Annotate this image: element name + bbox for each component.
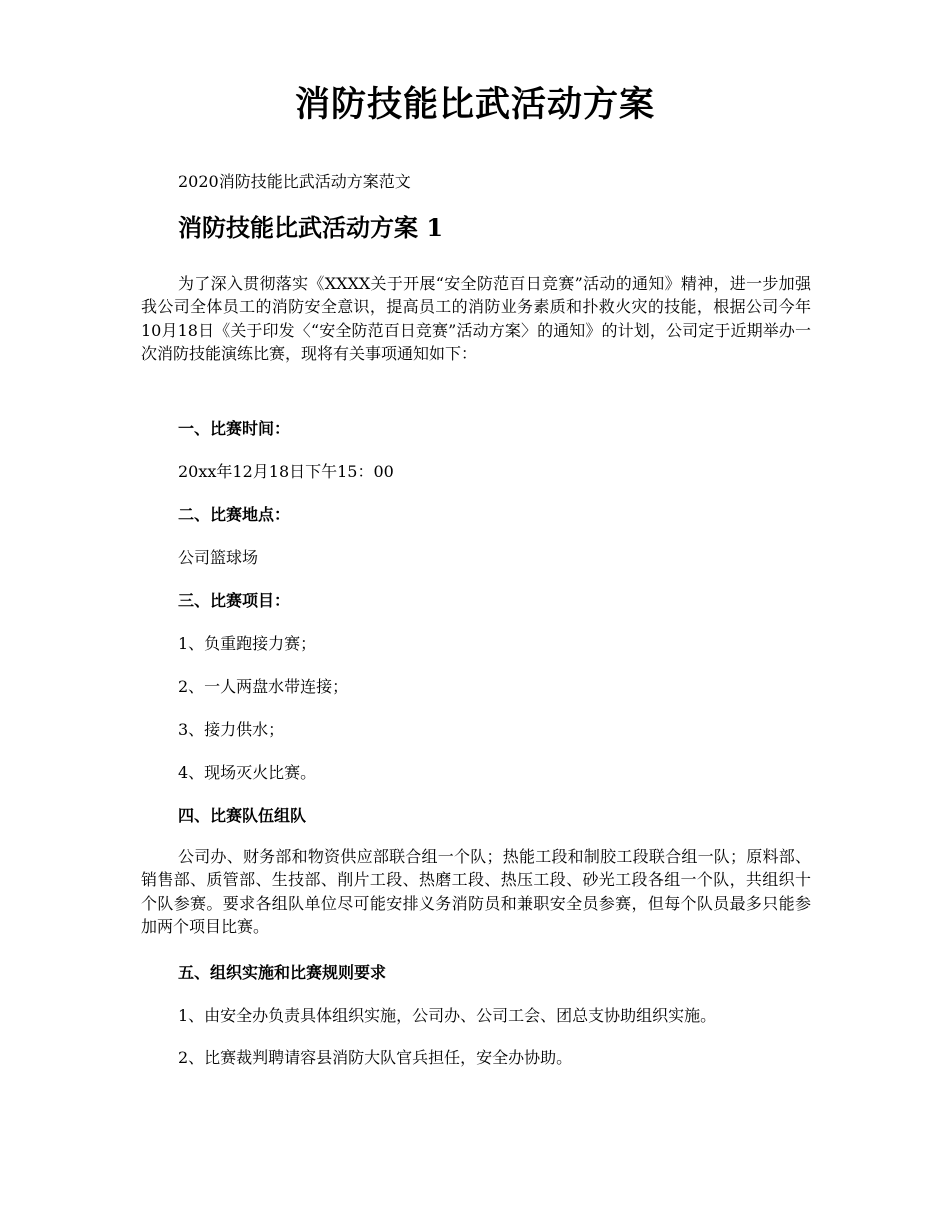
intro-paragraph: 为了深入贯彻落实《XXXX关于开展“安全防范百日竞赛”活动的通知》精神，进一步加强我公司全体员工的消防安全意识，提高员工的消防业务素质和扑救火灾的技能，根据公司今年10月18日《关于印发〈“安全防范百日竞赛”活动方案〉的通知》的计划，公司定于近期举办一次消防技能演练比赛，现将有关事项通知如下： bbox=[141, 274, 811, 363]
competition-time: 20xx年12月18日下午15：00 bbox=[178, 462, 394, 481]
list-item: 1、负重跑接力赛； bbox=[178, 634, 317, 653]
rule-item: 1、由安全办负责具体组织实施，公司办、公司工会、团总支协助组织实施。 bbox=[178, 1006, 717, 1025]
heading-place: 二、比赛地点： bbox=[178, 505, 291, 524]
list-item: 2、一人两盘水带连接； bbox=[178, 677, 349, 696]
heading-rules: 五、组织实施和比赛规则要求 bbox=[178, 963, 387, 982]
list-item: 3、接力供水； bbox=[178, 720, 285, 739]
document-title: 消防技能比武活动方案 bbox=[294, 84, 655, 125]
competition-place: 公司篮球场 bbox=[178, 548, 259, 567]
heading-teams: 四、比赛队伍组队 bbox=[178, 806, 307, 825]
document-subtitle: 2020消防技能比武活动方案范文 bbox=[178, 172, 411, 191]
heading-items: 三、比赛项目： bbox=[178, 591, 291, 610]
section-title: 消防技能比武活动方案 1 bbox=[178, 213, 444, 242]
rule-item: 2、比赛裁判聘请容县消防大队官兵担任，安全办协助。 bbox=[178, 1048, 573, 1067]
heading-time: 一、比赛时间： bbox=[178, 419, 291, 438]
teams-paragraph: 公司办、财务部和物资供应部联合组一个队；热能工段和制胶工段联合组一队；原料部、销售部、质管部、生技部、削片工段、热磨工段、热压工段、砂光工段各组一个队，共组织十个队参赛。要求各组队单位尽可能安排义务消防员和兼职安全员参赛，但每个队员最多只能参加两个项目比赛。 bbox=[141, 847, 811, 936]
list-item: 4、现场灭火比赛。 bbox=[178, 763, 317, 782]
